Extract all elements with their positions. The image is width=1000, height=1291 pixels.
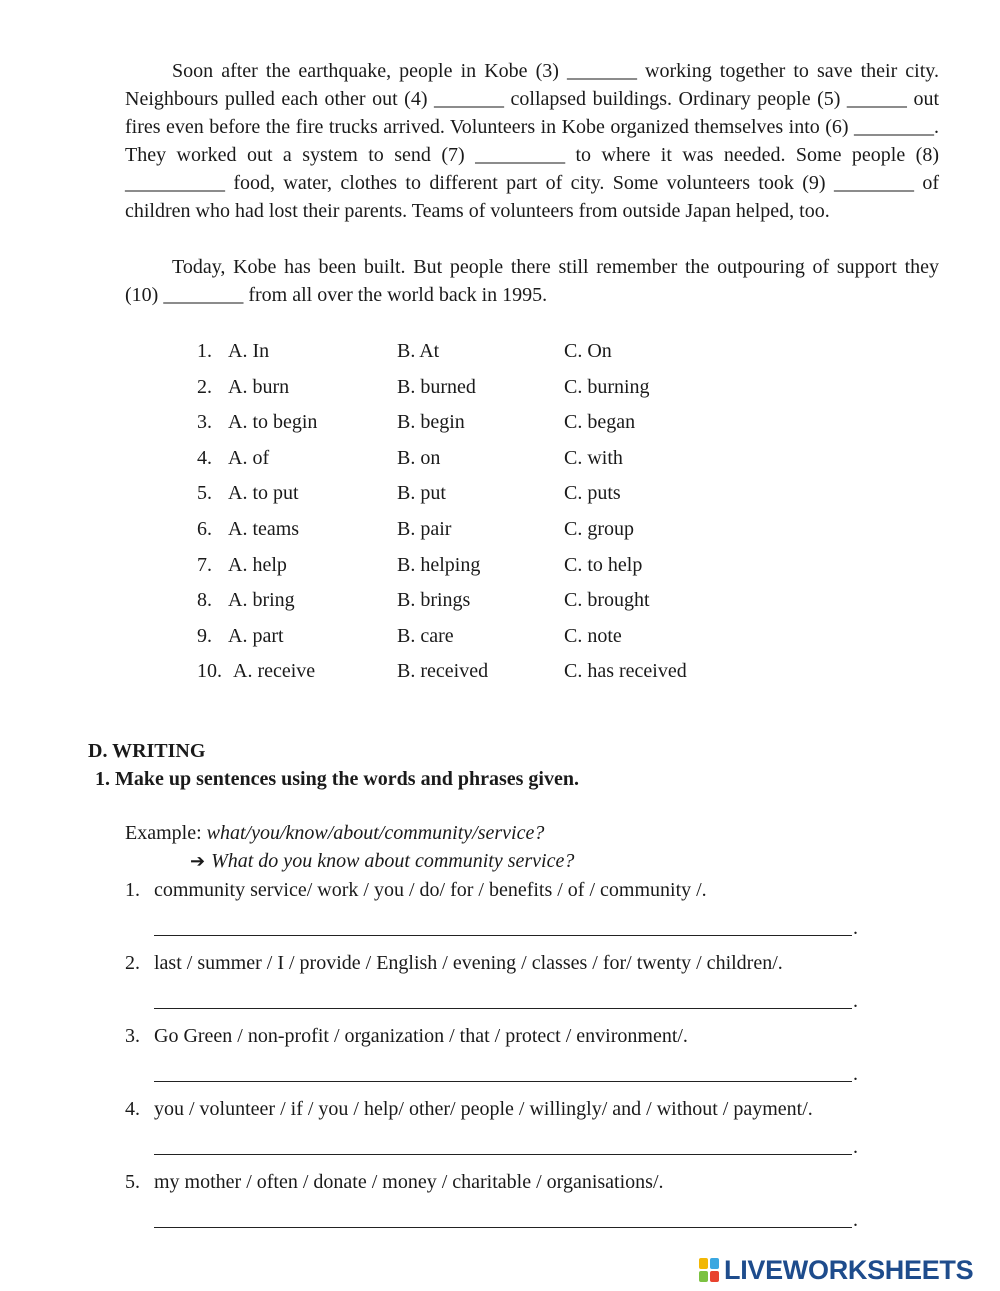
logo-blocks-icon (698, 1257, 720, 1283)
option-b: B. At (397, 340, 440, 362)
option-a: A. of (228, 446, 270, 469)
item-prompt: Go Green / non-profit / organization / that / protect / environment/. (154, 1025, 688, 1047)
option-a: A. teams (228, 517, 300, 540)
item-number: 4. (125, 1098, 140, 1120)
option-a: A. to put (228, 482, 299, 505)
option-b: B. on (397, 446, 441, 469)
option-b: B. burned (397, 375, 476, 398)
arrow-right-icon: ➔ (190, 851, 206, 871)
example-line (125, 819, 544, 847)
answer-line-3[interactable] (154, 1081, 852, 1082)
option-b: B. pair (397, 517, 452, 540)
example-label: Example: (125, 822, 207, 844)
option-b: B. put (397, 482, 446, 505)
line-end-period: . (853, 1063, 858, 1085)
section-title: D. WRITING (88, 740, 206, 762)
logo-text: LIVEWORKSHEETS (724, 1254, 974, 1285)
line-end-period: . (853, 917, 858, 939)
option-number: 3. (197, 411, 212, 434)
item-prompt: last / summer / I / provide / English / evening / classes / for/ twenty / children/. (154, 952, 783, 974)
writing-item-2 (125, 949, 783, 977)
writing-item-3 (125, 1022, 688, 1050)
item-number: 5. (125, 1171, 140, 1193)
option-a: A. burn (228, 375, 290, 398)
liveworksheets-logo[interactable] (698, 1255, 973, 1285)
answer-line-4[interactable] (154, 1154, 852, 1155)
answer-line-5[interactable] (154, 1227, 852, 1228)
option-number: 2. (197, 375, 212, 398)
option-number: 5. (197, 482, 212, 505)
option-number: 1. (197, 340, 212, 362)
option-a: A. help (228, 553, 287, 576)
option-a: A. to begin (228, 411, 318, 434)
option-c: C. note (564, 624, 622, 647)
option-b: B. begin (397, 411, 465, 434)
item-number: 3. (125, 1025, 140, 1047)
example-answer: What do you know about community service? (211, 850, 575, 872)
example-prompt: what/you/know/about/community/service? (206, 822, 545, 844)
option-number: 7. (197, 553, 212, 576)
writing-item-4 (125, 1095, 813, 1123)
option-c: C. brought (564, 589, 650, 612)
line-end-period: . (853, 1136, 858, 1158)
writing-item-1 (125, 876, 707, 904)
option-c: C. with (564, 446, 623, 469)
answer-line-1[interactable] (154, 935, 852, 936)
option-c: C. group (564, 517, 634, 540)
answer-line-2[interactable] (154, 1008, 852, 1009)
reading-paragraph-2: Today, Kobe has been built. But people there still remember the outpouring of support they (10) ________ from all over the world back in 1995. (125, 256, 939, 306)
option-b: B. brings (397, 589, 471, 612)
line-end-period: . (853, 1209, 858, 1231)
option-c: C. burning (564, 375, 650, 398)
section-instruction: 1. Make up sentences using the words and phrases given. (95, 768, 579, 790)
option-c: C. to help (564, 553, 643, 576)
option-number: 4. (197, 446, 212, 469)
writing-item-5 (125, 1168, 664, 1196)
option-c: C. has received (564, 660, 687, 683)
option-c: C. began (564, 411, 636, 434)
option-b: B. helping (397, 553, 481, 576)
option-number: 9. (197, 624, 212, 647)
option-a: A. bring (228, 589, 295, 612)
option-b: B. received (397, 660, 489, 683)
item-prompt: my mother / often / donate / money / charitable / organisations/. (154, 1171, 664, 1193)
option-a: A. receive (233, 660, 316, 683)
line-end-period: . (853, 990, 858, 1012)
option-b: B. care (397, 624, 454, 647)
option-c: C. puts (564, 482, 621, 505)
reading-paragraph-1: Soon after the earthquake, people in Kobe (3) _______ working together to save their city. Neighbours pulled each other out (4) _______ collapsed buildings. Ordinary people (5) ______ out fires even before the fire trucks arrived. Volunteers in Kobe organized themselves into (6) ________. They worked out a system to send (7) _________ to where it was needed. Some people (8) __________ food, water, clothes to different part of city. Some volunteers took (9) ________ of children who had lost their parents. Teams of volunteers from outside Japan helped, too. (125, 60, 939, 222)
example-answer-line (190, 847, 574, 875)
item-number: 1. (125, 879, 140, 901)
item-number: 2. (125, 952, 140, 974)
option-number: 8. (197, 589, 212, 612)
item-prompt: you / volunteer / if / you / help/ other/ people / willingly/ and / without / payment/. (154, 1098, 813, 1120)
option-number: 10. (197, 660, 222, 683)
option-a: A. In (228, 340, 270, 362)
item-prompt: community service/ work / you / do/ for / benefits / of / community /. (154, 879, 707, 901)
option-number: 6. (197, 517, 212, 540)
option-a: A. part (228, 624, 284, 647)
option-c: C. On (564, 340, 612, 362)
